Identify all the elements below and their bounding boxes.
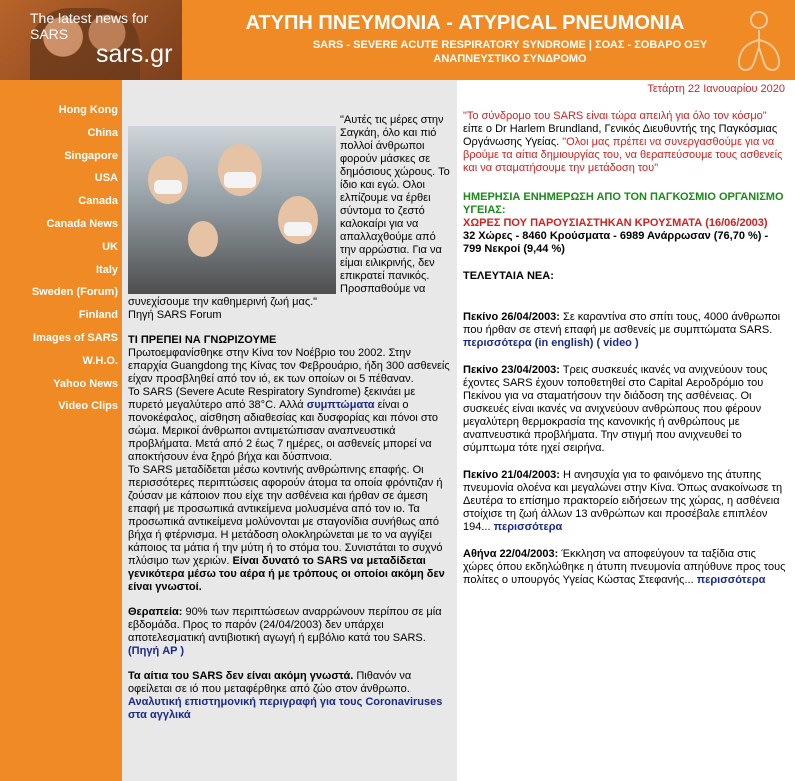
forum-quote: "Αυτές τις μέρες στην Σαγκάη, όλο και πιό πολλοί άνθρωποι φορούν μάσκες σε δημόσιους χώρους. Το ίδιο και εγώ. Ολοι ελπίζουμε να έρθει σύντομα το ζεστό καλοκαίρι για να απαλλαχθούμε από την αρρώστια. Για να είμαι ειλικρινής, δεν επικρατεί πανικός. Προσπαθούμε να συνεχίσουμε την καθημερινή ζωή μας." xyxy=(128,114,450,308)
who-quote-attribution: είπε ο Dr Harlem Brundland, Γενικός Διευθυντής της Παγκόσμιας Οργάνωσης Υγείας. xyxy=(463,123,778,148)
news-date: Πεκίνο 23/04/2003: xyxy=(463,364,560,376)
sidebar-nav xyxy=(0,100,122,781)
who-quote-2: "Ολοι μας πρέπει να συνεργασθούμε για να βρούμε τα αίτια δημιουργίας του, να θεραπεύσουμε τους ασθενείς και να σταματήσουμε την μετάδοση του" xyxy=(463,136,783,174)
current-date: Τετάρτη 22 Ιανουαρίου 2020 xyxy=(647,83,785,95)
news-date: Αθήνα 22/04/2003: xyxy=(463,548,559,560)
page-title: ΑΤΥΠΗ ΠΝΕΥΜΟΝΙΑ - ATYPICAL PNEUMONIA xyxy=(245,12,685,34)
sidebar-link[interactable]: Images of SARS xyxy=(33,331,118,344)
site-logo[interactable] xyxy=(0,0,182,80)
logo-brand: sars.gr xyxy=(96,40,173,68)
news-item xyxy=(463,469,789,534)
news-item xyxy=(463,311,789,350)
news-more-link[interactable]: περισσότερα (in english) xyxy=(463,337,594,349)
therapy-source-link[interactable]: (Πηγή AP ) xyxy=(128,645,185,657)
news-text: Τρεις συσκευές ικανές να ανιχνεύουν τους έχοντες SARS έχουν τοποθετηθεί στο Capital Αεροδρόμιο του Πεκίνου για να σταματήσουν την διάδοση της ασθένειας. Οι συσκευές είναι ικανές να ανιχνεύουν ανθρώπους που φέρουν μεγαλύτερη θερμοκρασία της κανονικής ή ανθρώπους με αναπνευστικά προβλήματα. Την στιγμή που ανιχνευθεί το σύμπτωμα τότε ηχεί σειρήνα. xyxy=(463,364,768,454)
therapy-text: 90% των περιπτώσεων αναρρώνουν περίπου σε μία εβδομάδα. Προς το παρόν (24/04/2003) δεν υπάρχει αποτελεσματική αντιβιοτική αγωγή ή εμβόλιο κατά του SARS. xyxy=(128,606,442,644)
symptoms-link[interactable]: συμπτώματα xyxy=(306,399,375,411)
sidebar-item-video-clips[interactable] xyxy=(0,396,122,419)
news-more-link[interactable]: περισσότερα xyxy=(696,574,766,586)
transmission-text: Το SARS μεταδίδεται μέσω κοντινής ανθρώπινης επαφής. Οι περισσότερες περιπτώσεις αφορούν άτομα τα οποία φρόντιζαν ή ζούσαν με κάποιον που είχε την ασθένεια και ήρθαν σε άμεση επαφή με προσωπικά αντικείμενα μολυσμένα από τον ιο. Τα προσωπικά αντικείμενα μολύνονται με σταγονίδια συνήθως από βήχα ή φτέρνισμα. Η μετάδοση ολοκληρώνεται με το να αγγίξει κάποιος τα μάτια ή την μύτη ή το στόμα του. Συνιστάται το συχνό πλύσιμο των χεριών. xyxy=(128,464,443,567)
sidebar-item-italy[interactable] xyxy=(0,260,122,283)
sidebar-item-canada[interactable] xyxy=(0,191,122,214)
news-date: Πεκίνο 21/04/2003: xyxy=(463,469,560,481)
paragraph-therapy xyxy=(128,606,451,658)
sidebar-item-sweden-forum[interactable] xyxy=(0,282,122,305)
sidebar-item-hong-kong[interactable] xyxy=(0,100,122,123)
sidebar-link[interactable]: Singapore xyxy=(64,149,118,162)
sidebar-link[interactable]: Hong Kong xyxy=(58,104,118,116)
date-strip xyxy=(0,80,795,100)
sidebar-link[interactable]: Canada xyxy=(78,195,118,208)
page-subtitle: SARS - SEVERE ACUTE RESPIRATORY SYNDROME | ΣΟΑΣ - ΣΟΒΑΡΟ ΟΞΥ ΑΝΑΠΝΕΥΣΤΙΚΟ ΣΥΝΔΡΟΜΟ xyxy=(312,39,708,65)
news-text: Σε καραντίνα στο σπίτι τους, 4000 άνθρωποι που ήρθαν σε στενή επαφή με ασθενείς με συμπτώματα SARS. xyxy=(463,311,781,336)
sidebar-link[interactable]: UK xyxy=(102,240,118,253)
news-item xyxy=(463,364,789,455)
latest-news-title: ΤΕΛΕΥΤΑΙΑ ΝΕΑ: xyxy=(463,270,554,282)
news-video-link[interactable]: ( video ) xyxy=(596,337,639,349)
masked-people-photo xyxy=(128,126,336,294)
therapy-label: Θεραπεία: xyxy=(128,606,183,618)
sidebar-item-uk[interactable] xyxy=(0,237,122,260)
daily-update-title: ΗΜΕΡΗΣΙΑ ΕΝΗΜΕΡΩΣΗ ΑΠΟ ΤΟΝ ΠΑΓΚΟΣΜΙΟ ΟΡΓΑΝΙΣΜΟ ΥΓΕΙΑΣ: xyxy=(463,191,784,216)
sidebar-item-china[interactable] xyxy=(0,123,122,146)
sidebar-item-usa[interactable] xyxy=(0,168,122,191)
sidebar-item-images[interactable] xyxy=(0,328,122,351)
paragraph-symptoms xyxy=(128,386,451,464)
must-know-title: ΤΙ ΠΡΕΠΕΙ ΝΑ ΓΝΩΡΙΖΟΥΜΕ xyxy=(128,334,277,346)
transmission-bold: Είναι δυνατό το SARS να μεταδίδεται γενικότερα μέσω του αέρα ή με τρόπους οι οποίοι ακόμη δεν είναι γνωστοί. xyxy=(128,555,445,593)
logo-tagline: The latest news for SARS xyxy=(30,10,149,42)
main-column xyxy=(122,100,457,781)
news-text: Η ανησυχία για το φαινόμενο της άτυπης πνευμονία ολοένα και μεγαλώνει στην Κίνα. Όπως ανακοίνωσε τη Δευτέρα το επίσημο πρακτορείο ειδήσεων της χώρας, η ασθένεια στοίχισε τη ζωή άλλων 13 ανθρώπων και προσέβαλε επιπλέον 194... xyxy=(463,469,783,533)
news-text: Έκκληση να αποφεύγουν τα ταξίδια στις χώρες όπου εκδηλώθηκε η άτυπη πνευμονία απηύθυνε προς τους πολίτες ο υπουργός Υγείας Κώστας Στεφανής... xyxy=(463,548,786,586)
symptoms-text-b: είναι ο πονοκέφαλος, αίσθηση αδιαθεσίας και δυσφορίας και πόνοι στο σώμα. Μερικοί άνθρωποι αντιμετώπισαν αναπνευστικά προβλήματα. Μετά από 2 έως 7 ημέρες, οι ασθενείς μπορεί να αποκτήσουν ένα ξηρό βήχα και δύσπνοια. xyxy=(128,399,438,463)
sidebar-link[interactable]: China xyxy=(87,126,118,139)
sidebar-item-finland[interactable] xyxy=(0,305,122,328)
sidebar-item-canada-news[interactable] xyxy=(0,214,122,237)
sidebar-link[interactable]: Video Clips xyxy=(58,400,118,413)
site-header xyxy=(0,0,795,80)
who-quote xyxy=(463,110,789,175)
news-column xyxy=(457,100,795,781)
paragraph-origin: Πρωτοεμφανίσθηκε στην Κίνα τον Νοέβριο του 2002. Στην επαρχία Guangdong της Κίνας τον Φεβρουάριο, ήδη 300 ασθενείς είχαν προσβληθεί από τον ιό, εκ των οποίων οι 5 πέθαναν. xyxy=(128,347,450,385)
sidebar-item-singapore[interactable] xyxy=(0,146,122,169)
cause-text: Πιθανόν να οφείλεται σε ιό που μεταφέρθηκε από ζώο στον άνθρωπο. xyxy=(128,670,412,695)
news-date: Πεκίνο 26/04/2003: xyxy=(463,311,560,323)
sidebar-link[interactable]: USA xyxy=(94,172,118,185)
sidebar-item-who[interactable] xyxy=(0,351,122,374)
countries-title: ΧΩΡΕΣ ΠΟΥ ΠΑΡΟΥΣΙΑΣΤΗΚΑΝ ΚΡΟΥΣΜΑΤΑ (16/06/2003) xyxy=(463,217,768,229)
sidebar-link[interactable]: Finland xyxy=(78,309,118,322)
paragraph-transmission xyxy=(128,464,451,594)
who-quote-1: "Το σύνδρομο του SARS είναι τώρα απειλή για όλο τον κόσμο" xyxy=(463,110,767,122)
sidebar-item-yahoo-news[interactable] xyxy=(0,374,122,397)
symptoms-text-a: Το SARS (Severe Acute Respiratory Syndrome) ξεκινάει με πυρετό μεγαλύτερο από 38°C. Αλλά xyxy=(128,386,416,411)
sidebar-link[interactable]: Italy xyxy=(95,263,118,276)
paragraph-cause xyxy=(128,670,451,722)
sidebar-link[interactable]: Yahoo News xyxy=(53,377,118,390)
sidebar-link[interactable]: Canada News xyxy=(46,217,118,230)
lungs-icon xyxy=(731,8,787,76)
cause-bold: Τα αίτια του SARS δεν είναι ακόμη γνωστά. xyxy=(128,670,354,682)
sidebar-link[interactable]: W.H.O. xyxy=(82,354,118,367)
news-item xyxy=(463,548,789,587)
coronavirus-description-link[interactable]: Αναλυτική επιστημονική περιγραφή για τους Coronaviruses στα αγγλικά xyxy=(128,696,443,721)
case-stats: 32 Χώρες - 8460 Κρούσματα - 6989 Ανάρρωσαν (76,70 %) - 799 Νεκροί (9,44 %) xyxy=(463,230,769,255)
news-more-link[interactable]: περισσότερα xyxy=(493,521,563,533)
quote-source: Πηγή SARS Forum xyxy=(128,309,222,321)
sidebar-link[interactable]: Sweden (Forum) xyxy=(31,286,118,299)
